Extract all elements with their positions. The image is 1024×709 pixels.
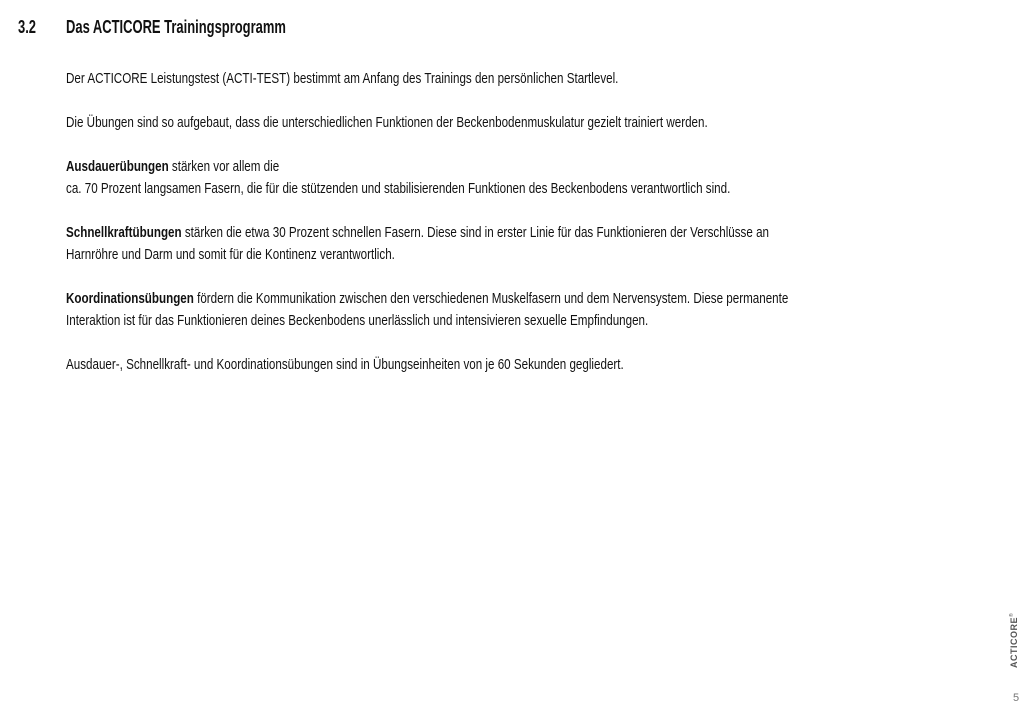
ausdauer-line1: stärken vor allem die (168, 158, 280, 175)
section-title: Das ACTICORE Trainingsprogramm (66, 17, 286, 37)
acticore-logo (1009, 613, 1019, 668)
schnellkraft-line2: Harnröhre und Darm und somit für die Kontinenz verantwortlich. (66, 246, 395, 263)
paragraph-koordination (66, 288, 919, 332)
term-koordination: Koordinationsübungen (66, 290, 194, 307)
paragraph-acti-test: Der ACTICORE Leistungstest (ACTI-TEST) bestimmt am Anfang des Trainings den persönlichen Startlevel. (66, 70, 619, 87)
paragraph-schnellkraft (66, 222, 919, 266)
term-schnellkraft: Schnellkraftübungen (66, 224, 182, 241)
page-number: 5 (1013, 692, 1020, 704)
paragraph-ausdauer (66, 156, 919, 200)
body-text (66, 68, 919, 398)
term-ausdauer: Ausdauerübungen (66, 158, 169, 175)
paragraph-uebungen: Die Übungen sind so aufgebaut, dass die unterschiedlichen Funktionen der Beckenbodenmuskulatur gezielt trainiert werden. (66, 114, 708, 131)
koordination-line1: fördern die Kommunikation zwischen den verschiedenen Muskelfasern und dem Nervensystem. Diese permanente (193, 290, 789, 307)
logo-text: ACTICORE (1009, 617, 1019, 668)
koordination-line2: Interaktion ist für das Funktionieren deines Beckenbodens unerlässlich und intensivieren sexuelle Empfindungen. (66, 312, 649, 329)
paragraph-einheiten: Ausdauer-, Schnellkraft- und Koordinationsübungen sind in Übungseinheiten von je 60 Sekunden gegliedert. (66, 356, 624, 373)
schnellkraft-line1: stärken die etwa 30 Prozent schnellen Fasern. Diese sind in erster Linie für das Funktionieren der Verschlüsse an (181, 224, 769, 241)
ausdauer-line2: ca. 70 Prozent langsamen Fasern, die für die stützenden und stabilisierenden Funktionen des Beckenbodens verantwortlich sind. (66, 180, 731, 197)
section-number: 3.2 (18, 17, 37, 37)
registered-mark: ® (1009, 612, 1015, 617)
